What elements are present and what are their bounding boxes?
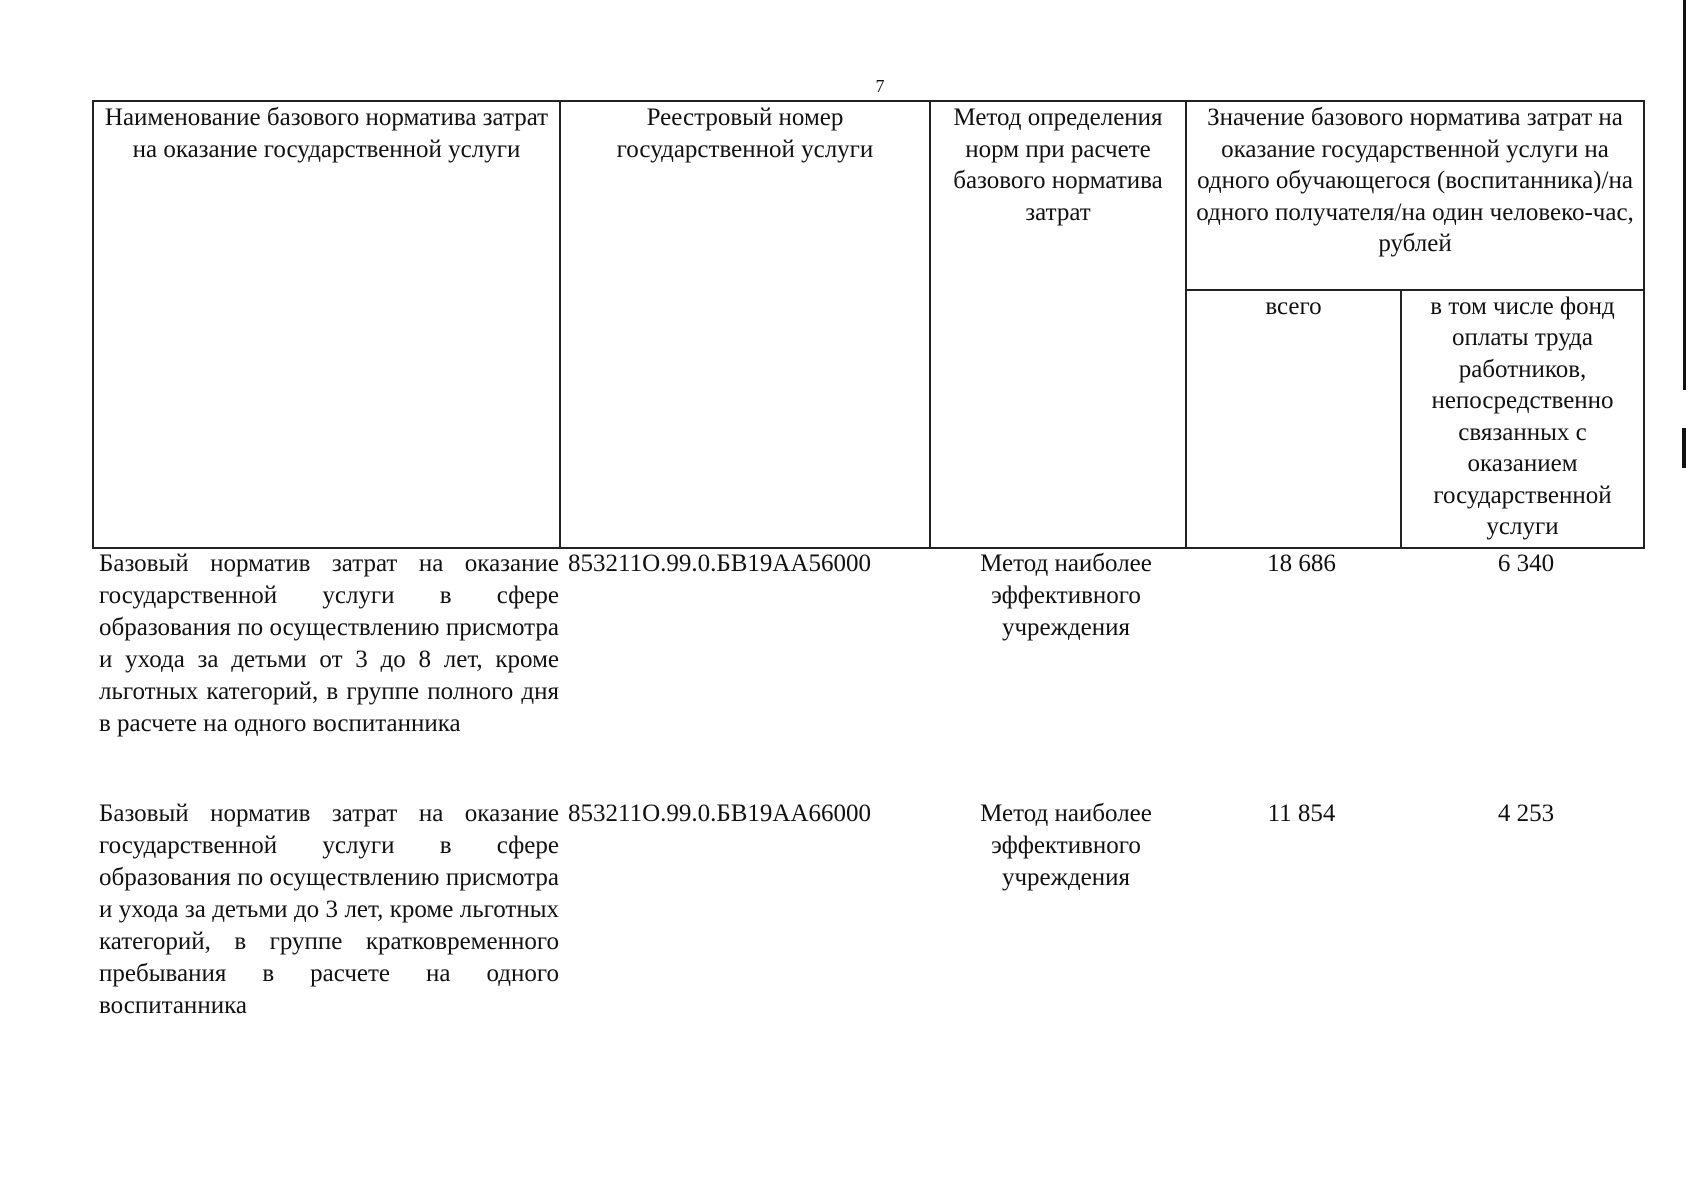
- row-code: 853211О.99.0.БВ19АА56000: [568, 550, 872, 577]
- header-method-column: Метод определения норм при расчете базового норматива затрат: [930, 101, 1186, 548]
- row-method: Метод наиболее эффективного учреждения: [980, 800, 1152, 891]
- row-name: Базовый норматив затрат на оказание государственной услуги в сфере образования по осуществлению присмотра и ухода за детьми от 3 до 8 лет, кроме льготных категорий, в группе полного дня в расчете на одного воспитанника: [99, 550, 559, 737]
- header-name-column: Наименование базового норматива затрат на оказание государственной услуги: [93, 101, 560, 548]
- row-fot: 6 340: [1497, 550, 1555, 577]
- table-header: [92, 100, 1645, 549]
- row-name: Базовый норматив затрат на оказание государственной услуги в сфере образования по осуществлению присмотра и ухода за детьми до 3 лет, кроме льготных категорий, в группе кратковременного пребывания в расчете на одного воспитанника: [99, 800, 559, 1019]
- row-total: 18 686: [1267, 550, 1336, 577]
- header-total-column: всего: [1186, 290, 1401, 548]
- scan-edge-line: [1683, 0, 1686, 390]
- header-value-column: Значение базового норматива затрат на оказание государственной услуги на одного обучающегося (воспитанника)/на одного получателя/на один человеко-час, рублей: [1186, 101, 1644, 290]
- header-code-column: Реестровый номер государственной услуги: [560, 101, 930, 548]
- scan-edge-mark: [1682, 428, 1686, 468]
- row-total: 11 854: [1267, 800, 1336, 827]
- row-fot: 4 253: [1497, 800, 1555, 827]
- header-fot-column: в том числе фонд оплаты труда работников, непосредственно связанных с оказанием государственной услуги: [1401, 290, 1644, 548]
- page-number: 7: [875, 76, 885, 96]
- row-method: Метод наиболее эффективного учреждения: [980, 550, 1152, 641]
- row-code: 853211О.99.0.БВ19АА66000: [568, 800, 872, 827]
